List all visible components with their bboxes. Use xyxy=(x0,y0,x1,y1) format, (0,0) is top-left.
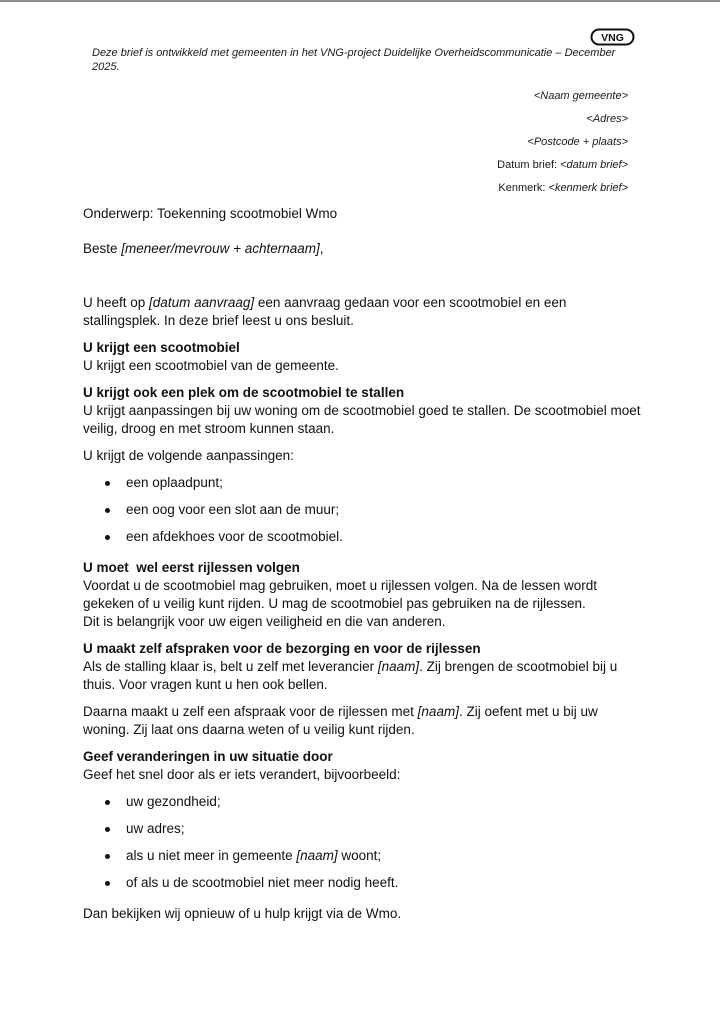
list-item: of als u de scootmobiel niet meer nodig heeft. xyxy=(83,874,643,896)
letter-reference xyxy=(328,181,628,204)
date-label: Datum brief: xyxy=(497,159,561,171)
bullet-icon xyxy=(105,481,110,486)
list-item: als u niet meer in gemeente [naam] woont; xyxy=(83,847,643,874)
section-text: Als de stalling klaar is, belt u zelf met leverancier [naam]. Zij brengen de scootmobiel bij u thuis. Voor vragen kunt u hen ook bellen. xyxy=(83,659,618,692)
section-text: Geef het snel door als er iets verandert, bijvoorbeeld: xyxy=(83,767,401,782)
salutation: Beste [meneer/mevrouw + achternaam], xyxy=(83,241,324,256)
bullet-icon xyxy=(105,827,110,832)
section-text: Voordat u de scootmobiel mag gebruiken, moet u rijlessen volgen. Na de lessen wordt gekeken of u veilig kunt rijden. U mag de scootmobiel pas gebruiken na de rijlessen. xyxy=(83,578,598,611)
municipality-address: <Adres> xyxy=(586,113,628,125)
reference-value: <kenmerk brief> xyxy=(548,182,628,194)
bullet-icon xyxy=(105,508,110,513)
section-heading: U krijgt ook een plek om de scootmobiel te stallen xyxy=(83,385,405,400)
section-heading: U krijgt een scootmobiel xyxy=(83,340,240,355)
vng-logo-icon xyxy=(590,28,635,46)
letter-body xyxy=(83,205,643,923)
changes-list xyxy=(83,793,643,896)
instructor-name-placeholder: [naam] xyxy=(417,704,459,719)
section-text: U krijgt een scootmobiel van de gemeente. xyxy=(83,358,339,373)
list-item: een afdekhoes voor de scootmobiel. xyxy=(83,528,643,550)
closing-text: Dan bekijken wij opnieuw of u hulp krijgt via de Wmo. xyxy=(83,906,402,921)
municipality-postcode-city: <Postcode + plaats> xyxy=(527,136,628,148)
bullet-icon xyxy=(105,800,110,805)
list-item: uw adres; xyxy=(83,820,643,847)
supplier-name-placeholder: [naam] xyxy=(377,659,420,674)
bullet-icon xyxy=(105,881,110,886)
list-item: een oog voor een slot aan de muur; xyxy=(83,501,643,528)
svg-text:VNG: VNG xyxy=(601,32,624,44)
list-item: een oplaadpunt; xyxy=(83,474,643,501)
reference-label: Kenmerk: xyxy=(498,182,549,194)
list-intro: U krijgt de volgende aanpassingen: xyxy=(83,448,294,463)
letter-date xyxy=(328,158,628,181)
section-heading: U moet wel eerst rijlessen volgen xyxy=(83,560,300,575)
section-heading: U maakt zelf afspraken voor de bezorging en voor de rijlessen xyxy=(83,641,481,656)
date-value: <datum brief> xyxy=(560,159,628,171)
section-text: U krijgt aanpassingen bij uw woning om de scootmobiel goed te stallen. De scootmobiel moet veilig, droog en met stroom kunnen staan. xyxy=(83,403,641,436)
section-heading: Geef veranderingen in uw situatie door xyxy=(83,749,333,764)
section-text: Dit is belangrijk voor uw eigen veiligheid en die van anderen. xyxy=(83,614,446,629)
bullet-icon xyxy=(105,535,110,540)
subject-line: Onderwerp: Toekenning scootmobiel Wmo xyxy=(83,206,338,221)
municipality-name: <Naam gemeente> xyxy=(533,90,628,102)
letter-page xyxy=(0,2,720,1024)
address-block xyxy=(328,89,628,204)
adjustments-list xyxy=(83,474,643,550)
list-item: uw gezondheid; xyxy=(83,793,643,820)
salutation-placeholder: [meneer/mevrouw + achternaam] xyxy=(121,241,320,256)
disclaimer-text: Deze brief is ontwikkeld met gemeenten in het VNG-project Duidelijke Overheidscommunicatie – December 2025. xyxy=(92,47,616,73)
bullet-icon xyxy=(105,854,110,859)
section-text: Daarna maakt u zelf een afspraak voor de rijlessen met [naam]. Zij oefent met u bij uw woning. Zij laat ons daarna weten of u veilig kunt rijden. xyxy=(83,704,598,737)
intro-paragraph: U heeft op [datum aanvraag] een aanvraag gedaan voor een scootmobiel en een stallingsplek. In deze brief leest u ons besluit. xyxy=(83,295,567,328)
municipality-name-placeholder: [naam] xyxy=(296,848,338,863)
request-date-placeholder: [datum aanvraag] xyxy=(149,295,255,310)
